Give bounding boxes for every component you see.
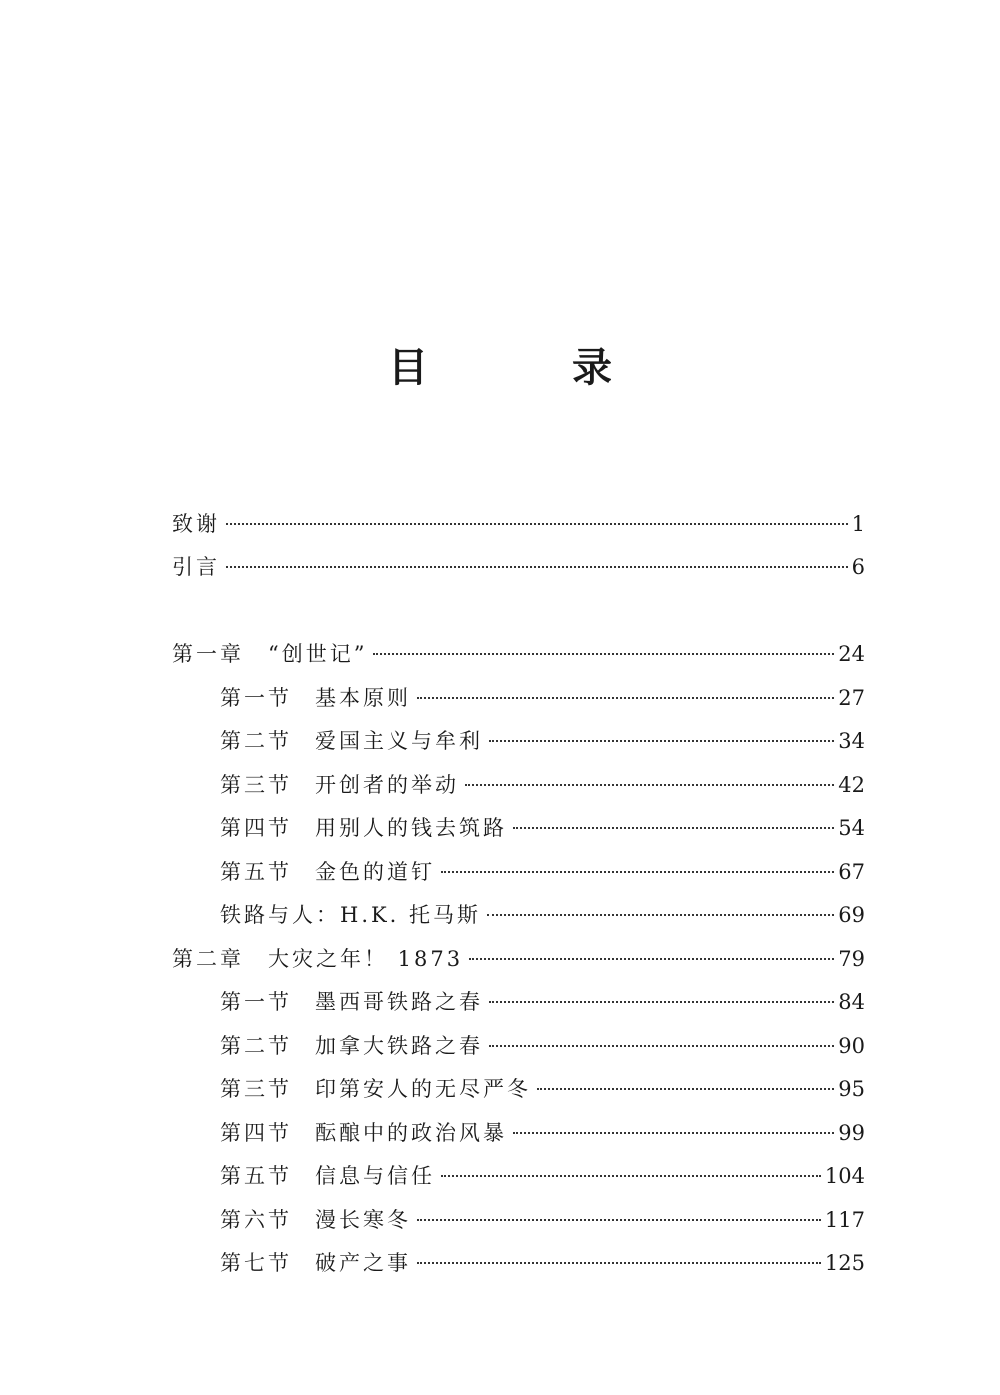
dot-leader bbox=[441, 871, 834, 873]
page-title: 目 录 bbox=[388, 345, 664, 391]
toc-entry-section[interactable] bbox=[220, 855, 865, 889]
section-number: 第四节 bbox=[220, 1121, 292, 1145]
toc-entry-section[interactable] bbox=[220, 811, 865, 845]
toc-entry-page: 6 bbox=[851, 555, 865, 579]
dot-leader bbox=[537, 1088, 834, 1090]
toc-entry-page: 90 bbox=[838, 1034, 865, 1058]
toc-entry-page: 79 bbox=[838, 947, 865, 971]
section-heading bbox=[220, 768, 459, 802]
dot-leader bbox=[489, 1045, 834, 1047]
toc-entry-page: 54 bbox=[838, 816, 865, 840]
toc-entry-page: 24 bbox=[838, 642, 865, 666]
dot-leader bbox=[417, 1219, 821, 1221]
toc-entry-section[interactable] bbox=[220, 724, 865, 758]
dot-leader bbox=[465, 784, 834, 786]
chapter-heading bbox=[172, 942, 463, 976]
section-title: 破产之事 bbox=[315, 1251, 411, 1275]
toc-entry-page: 117 bbox=[824, 1208, 865, 1232]
toc-entry-section[interactable] bbox=[220, 1029, 865, 1063]
toc-entry-section[interactable] bbox=[220, 985, 865, 1019]
section-heading bbox=[220, 1072, 531, 1106]
toc-entry-label: 引言 bbox=[172, 555, 220, 579]
dot-leader bbox=[489, 1001, 834, 1003]
section-number: 第一节 bbox=[220, 686, 292, 710]
chapter-number: 第二章 bbox=[172, 947, 244, 971]
section-title: 铁路与人：H.K. 托马斯 bbox=[220, 903, 482, 927]
section-title: 墨西哥铁路之春 bbox=[315, 990, 483, 1014]
toc-entry-acknowledgements[interactable] bbox=[172, 507, 865, 541]
dot-leader bbox=[417, 697, 834, 699]
toc-entry-page: 34 bbox=[838, 729, 865, 753]
section-title: 爱国主义与牟利 bbox=[315, 729, 483, 753]
section-title: 酝酿中的政治风暴 bbox=[315, 1121, 507, 1145]
dot-leader bbox=[513, 827, 834, 829]
toc-entry-chapter-2[interactable] bbox=[172, 942, 865, 976]
toc-entry-page: 104 bbox=[824, 1164, 865, 1188]
toc-entry-page: 99 bbox=[838, 1121, 865, 1145]
section-number: 第三节 bbox=[220, 773, 292, 797]
section-number: 第二节 bbox=[220, 729, 292, 753]
section-number: 第七节 bbox=[220, 1251, 292, 1275]
section-heading bbox=[220, 681, 411, 715]
toc-entry-section[interactable] bbox=[220, 898, 865, 932]
toc-entry-page: 67 bbox=[838, 860, 865, 884]
toc-entry-section[interactable] bbox=[220, 1116, 865, 1150]
dot-leader bbox=[487, 914, 834, 916]
dot-leader bbox=[489, 740, 834, 742]
dot-leader bbox=[417, 1262, 821, 1264]
section-title: 开创者的举动 bbox=[315, 773, 459, 797]
toc-entry-section[interactable] bbox=[220, 1159, 865, 1193]
section-title: 印第安人的无尽严冬 bbox=[315, 1077, 531, 1101]
section-number: 第五节 bbox=[220, 1164, 292, 1188]
toc-entry-page: 27 bbox=[838, 686, 865, 710]
section-title: 基本原则 bbox=[315, 686, 411, 710]
toc-entry-section[interactable] bbox=[220, 681, 865, 715]
toc-entry-section[interactable] bbox=[220, 1072, 865, 1106]
section-number: 第一节 bbox=[220, 990, 292, 1014]
section-heading bbox=[220, 1159, 435, 1193]
toc-entry-section[interactable] bbox=[220, 768, 865, 802]
section-title: 金色的道钉 bbox=[315, 860, 435, 884]
chapter-title: 大灾之年！ 1873 bbox=[268, 947, 464, 971]
section-title: 加拿大铁路之春 bbox=[315, 1034, 483, 1058]
section-number: 第四节 bbox=[220, 816, 292, 840]
section-heading bbox=[220, 724, 483, 758]
section-number: 第六节 bbox=[220, 1208, 292, 1232]
toc-entry-page: 69 bbox=[838, 903, 865, 927]
dot-leader bbox=[373, 653, 834, 655]
dot-leader bbox=[226, 523, 848, 525]
chapter-title: “创世记” bbox=[268, 642, 368, 666]
section-title: 信息与信任 bbox=[315, 1164, 435, 1188]
toc-entry-page: 125 bbox=[824, 1251, 865, 1275]
dot-leader bbox=[513, 1132, 834, 1134]
section-number: 第三节 bbox=[220, 1077, 292, 1101]
chapter-heading bbox=[172, 637, 367, 671]
section-heading bbox=[220, 898, 481, 932]
section-number: 第二节 bbox=[220, 1034, 292, 1058]
section-title: 漫长寒冬 bbox=[315, 1208, 411, 1232]
toc-entry-section[interactable] bbox=[220, 1246, 865, 1280]
section-number: 第五节 bbox=[220, 860, 292, 884]
toc-entry-page: 84 bbox=[838, 990, 865, 1014]
section-heading bbox=[220, 1029, 483, 1063]
toc-entry-page: 42 bbox=[838, 773, 865, 797]
toc-entry-section[interactable] bbox=[220, 1203, 865, 1237]
dot-leader bbox=[226, 566, 848, 568]
section-heading bbox=[220, 1116, 507, 1150]
chapter-number: 第一章 bbox=[172, 642, 244, 666]
section-heading bbox=[220, 1203, 411, 1237]
toc-entry-introduction[interactable] bbox=[172, 550, 865, 584]
section-heading bbox=[220, 985, 483, 1019]
section-heading bbox=[220, 811, 507, 845]
toc-entry-page: 95 bbox=[838, 1077, 865, 1101]
toc-entry-chapter-1[interactable] bbox=[172, 637, 865, 671]
section-title: 用别人的钱去筑路 bbox=[315, 816, 507, 840]
toc-entry-label: 致谢 bbox=[172, 512, 220, 536]
dot-leader bbox=[469, 958, 834, 960]
section-heading bbox=[220, 855, 435, 889]
dot-leader bbox=[441, 1175, 821, 1177]
section-heading bbox=[220, 1246, 411, 1280]
toc-entry-page: 1 bbox=[851, 512, 865, 536]
